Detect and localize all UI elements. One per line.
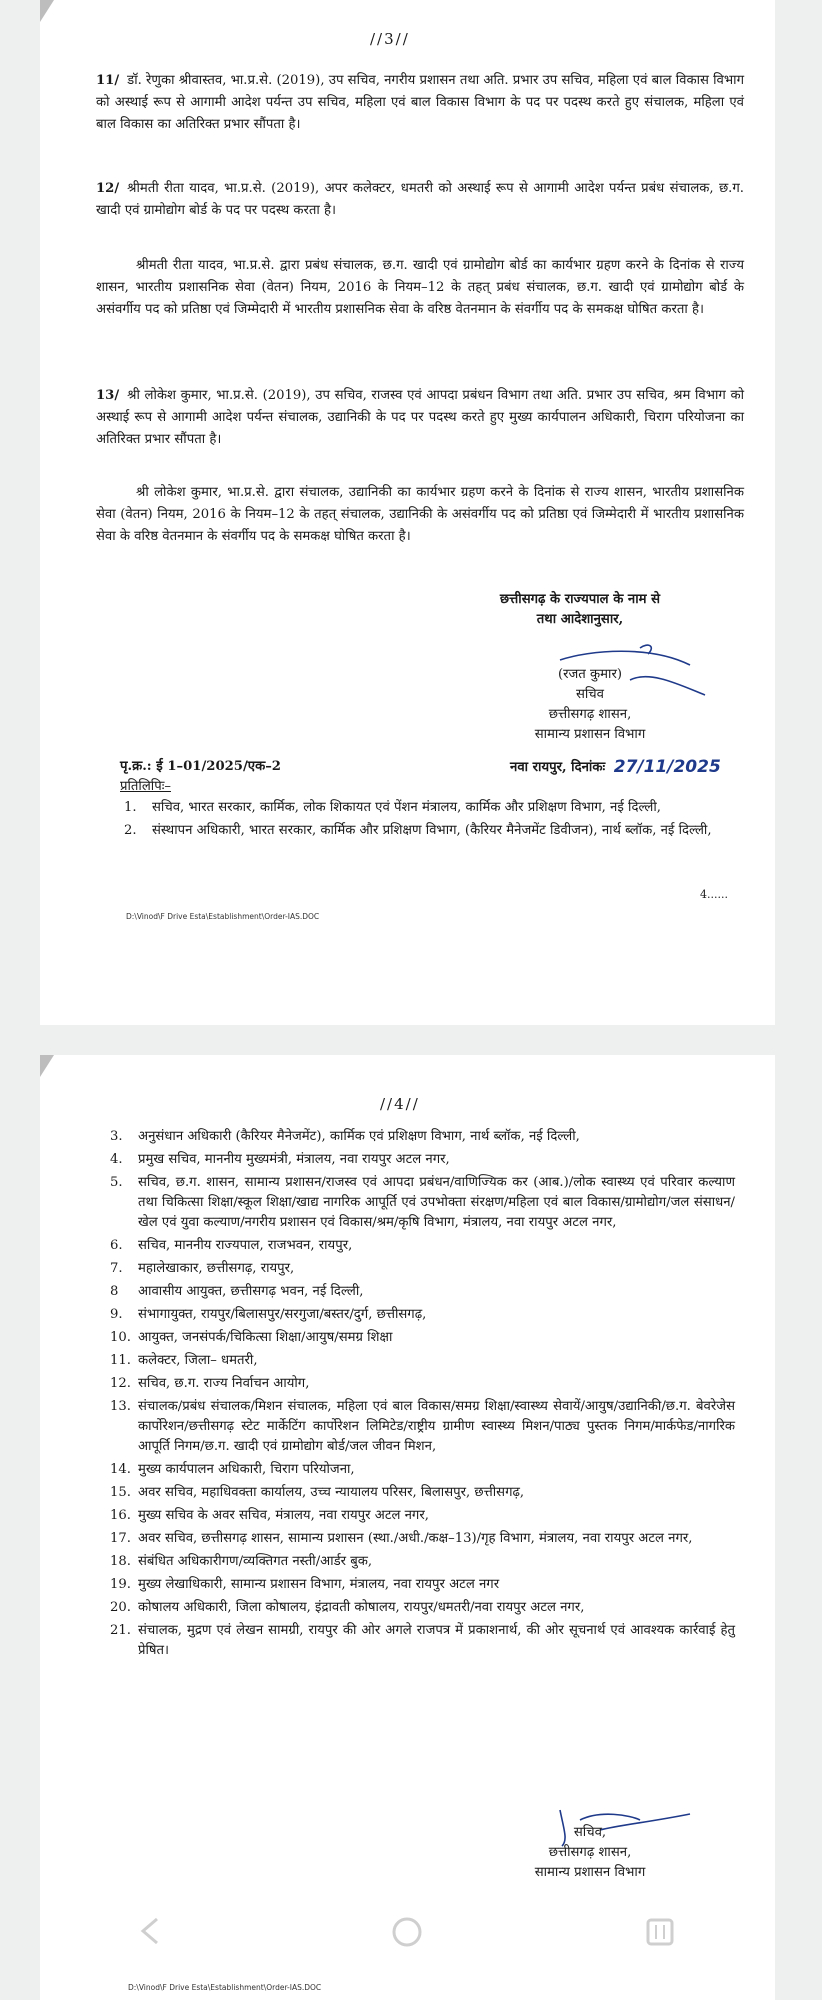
- copy-item-text: सचिव, छ.ग. शासन, सामान्य प्रशासन/राजस्व एवं आपदा प्रबंधन/वाणिज्यिक कर (आब.)/लोक स्वास्थ्य एवं परिवार कल्याण तथा चिकित्सा शिक्षा/स्कूल शिक्षा/खाद्य नागरिक आपूर्ति एवं उपभोक्ता संरक्षण/महिला एवं बाल विकास/ग्रामोद्योग/जल संसाधन/खेल एवं युवा कल्याण/नगरीय प्रशासन एवं विकास/श्रम/कृषि विभाग, मंत्रालय, नवा रायपुर अटल नगर,: [138, 1175, 735, 1230]
- copy-list-item: [110, 1127, 735, 1147]
- copy-item-number: 9.: [110, 1307, 123, 1322]
- page-corner-fold: [40, 1055, 54, 1077]
- paragraph-number: 11/: [96, 73, 120, 88]
- page-corner-fold: [40, 0, 54, 22]
- copy-item-number: 11.: [110, 1353, 131, 1368]
- page-number: //3//: [370, 30, 410, 48]
- copy-item-number: 2.: [124, 823, 137, 838]
- document-page-4: [40, 1055, 775, 2000]
- order-authority: [460, 590, 700, 630]
- copy-list-item: [110, 1575, 735, 1595]
- copy-item-text: प्रमुख सचिव, माननीय मुख्यमंत्री, मंत्रालय, नवा रायपुर अटल नगर,: [138, 1152, 450, 1167]
- place-date-label: नवा रायपुर, दिनांकः: [510, 760, 606, 775]
- paragraph-text: श्री लोकेश कुमार, भा.प्र.से. (2019), उप सचिव, राजस्व एवं आपदा प्रबंधन विभाग तथा अति. प्रभार उप सचिव, श्रम विभाग को अस्थाई रूप से आगामी आदेश पर्यन्त संचालक, उद्यानिकी के पद पर पदस्थ करते हुए मुख्य कार्यपालन अधिकारी, चिराग परियोजना का अतिरिक्त प्रभार सौंपता है।: [96, 388, 744, 447]
- signatory-dept-1: छत्तीसगढ़ शासन,: [548, 1845, 632, 1860]
- copy-list: [110, 1127, 735, 1664]
- paragraph-number: 13/: [96, 388, 120, 403]
- copy-item-number: 6.: [110, 1238, 123, 1253]
- document-page-3: [40, 0, 775, 1025]
- paragraph-13: [96, 385, 744, 451]
- copy-list-item: [110, 1305, 735, 1325]
- recent-apps-nav-icon[interactable]: [645, 1917, 675, 1947]
- copy-item-text: संस्थापन अधिकारी, भारत सरकार, कार्मिक और प्रशिक्षण विभाग, (कैरियर मैनेजमेंट डिवीजन), नार्थ ब्लॉक, नई दिल्ली,: [152, 823, 712, 838]
- file-path-footer: D:\Vinod\F Drive Esta\Establishment\Order-IAS.DOC: [126, 912, 320, 921]
- paragraph-12: [96, 178, 744, 222]
- signatory-title: सचिव,: [573, 1825, 607, 1840]
- copy-item-text: संचालक, मुद्रण एवं लेखन सामग्री, रायपुर की ओर अगले राजपत्र में प्रकाशनार्थ, की ओर सूचनार्थ एवं आवश्यक कार्रवाई हेतु प्रेषित।: [138, 1623, 735, 1658]
- order-line-1: छत्तीसगढ़ के राज्यपाल के नाम से: [499, 592, 661, 607]
- copy-item-number: 7.: [110, 1261, 123, 1276]
- copy-item-text: अनुसंधान अधिकारी (कैरियर मैनेजमेंट), कार्मिक एवं प्रशिक्षण विभाग, नार्थ ब्लॉक, नई दिल्ली,: [138, 1129, 580, 1144]
- signatory-dept-2: सामान्य प्रशासन विभाग: [534, 727, 646, 742]
- copy-item-number: 10.: [110, 1330, 131, 1345]
- paragraph-12-declaration: श्रीमती रीता यादव, भा.प्र.से. द्वारा प्रबंध संचालक, छ.ग. खादी एवं ग्रामोद्योग बोर्ड का कार्यभार ग्रहण करने के दिनांक से राज्य शासन, भारतीय प्रशासनिक सेवा (वेतन) नियम, 2016 के नियम–12 के तहत् प्रबंध संचालक, छ.ग. खादी एवं ग्रामोद्योग बोर्ड के असंवर्गीय पद को प्रतिष्ठा एवं जिम्मेदारी में भारतीय प्रशासनिक सेवा के वरिष्ठ वेतनमान के संवर्गीय पद के समकक्ष घोषित करता है।: [96, 258, 744, 317]
- signatory-name: (रजत कुमार): [557, 667, 622, 682]
- copy-item-number: 16.: [110, 1508, 131, 1523]
- copy-list-item: [110, 1552, 735, 1572]
- copy-list-item: [110, 1328, 735, 1348]
- page-number: //4//: [380, 1095, 420, 1113]
- copy-list: [124, 798, 734, 844]
- back-nav-icon[interactable]: [137, 1915, 163, 1947]
- signatory-title: सचिव: [575, 687, 605, 702]
- copy-list-item: [110, 1483, 735, 1503]
- handwritten-date: 27/11/2025: [613, 757, 721, 777]
- copy-label: प्रतिलिपिः–: [120, 779, 171, 794]
- copy-item-number: 3.: [110, 1129, 123, 1144]
- copy-item-text: अवर सचिव, छत्तीसगढ़ शासन, सामान्य प्रशासन (स्था./अधी./कक्ष–13)/गृह विभाग, मंत्रालय, नवा रायपुर अटल नगर,: [138, 1531, 693, 1546]
- continuation-marker: 4......: [700, 888, 728, 901]
- copy-list-item: [124, 821, 734, 841]
- copy-item-text: आयुक्त, जनसंपर्क/चिकित्सा शिक्षा/आयुष/समग्र शिक्षा: [138, 1330, 393, 1345]
- copy-item-number: 13.: [110, 1399, 131, 1414]
- paragraph-text: श्रीमती रीता यादव, भा.प्र.से. (2019), अपर कलेक्टर, धमतरी को अस्थाई रूप से आगामी आदेश पर्यन्त प्रबंध संचालक, छ.ग. खादी एवं ग्रामोद्योग बोर्ड के पद पर पदस्थ करता है।: [96, 181, 744, 218]
- copy-item-text: सचिव, माननीय राज्यपाल, राजभवन, रायपुर,: [138, 1238, 353, 1253]
- copy-item-text: मुख्य कार्यपालन अधिकारी, चिराग परियोजना,: [138, 1462, 355, 1477]
- copy-item-number: 12.: [110, 1376, 131, 1391]
- paragraph-text: डॉ. रेणुका श्रीवास्तव, भा.प्र.से. (2019), उप सचिव, नगरीय प्रशासन तथा अति. प्रभार उप सचिव, महिला एवं बाल विकास विभाग को अस्थाई रूप से आगामी आदेश पर्यन्त उप सचिव, महिला एवं बाल विकास विभाग के पद पर पदस्थ करते हुए संचालक, महिला एवं बाल विकास का अतिरिक्त प्रभार सौंपता है।: [96, 73, 744, 132]
- signature-block: [480, 665, 700, 745]
- copy-item-text: सचिव, भारत सरकार, कार्मिक, लोक शिकायत एवं पेंशन मंत्रालय, कार्मिक और प्रशिक्षण विभाग, नई दिल्ली,: [152, 800, 661, 815]
- copy-list-item: [124, 798, 734, 818]
- signatory-dept-1: छत्तीसगढ़ शासन,: [548, 707, 632, 722]
- copy-list-item: [110, 1397, 735, 1457]
- copy-item-number: 20.: [110, 1600, 131, 1615]
- copy-list-item: [110, 1460, 735, 1480]
- copy-list-item: [110, 1150, 735, 1170]
- copy-item-text: कोषालय अधिकारी, जिला कोषालय, इंद्रावती कोषालय, रायपुर/धमतरी/नवा रायपुर अटल नगर,: [138, 1600, 585, 1615]
- signatory-dept-2: सामान्य प्रशासन विभाग: [534, 1865, 646, 1880]
- copy-item-text: मुख्य सचिव के अवर सचिव, मंत्रालय, नवा रायपुर अटल नगर,: [138, 1508, 429, 1523]
- signature-block: [480, 1823, 700, 1883]
- copy-list-item: [110, 1374, 735, 1394]
- home-nav-icon[interactable]: [390, 1915, 424, 1949]
- copy-item-text: अवर सचिव, महाधिवक्ता कार्यालय, उच्च न्यायालय परिसर, बिलासपुर, छत्तीसगढ़,: [138, 1485, 525, 1500]
- copy-item-number: 5.: [110, 1175, 123, 1190]
- reference-number: पृ.क्र.: ई 1–01/2025/एक–2: [120, 759, 281, 774]
- copy-item-text: संभागायुक्त, रायपुर/बिलासपुर/सरगुजा/बस्तर/दुर्ग, छत्तीसगढ़,: [138, 1307, 427, 1322]
- copy-item-number: 14.: [110, 1462, 131, 1477]
- copy-item-number: 17.: [110, 1531, 131, 1546]
- copy-item-text: संबंधित अधिकारीगण/व्यक्तिगत नस्ती/आर्डर बुक,: [138, 1554, 373, 1569]
- copy-item-text: सचिव, छ.ग. राज्य निर्वाचन आयोग,: [138, 1376, 310, 1391]
- copy-list-item: [110, 1259, 735, 1279]
- copy-item-number: 19.: [110, 1577, 131, 1592]
- copy-item-text: संचालक/प्रबंध संचालक/मिशन संचालक, महिला एवं बाल विकास/समग्र शिक्षा/स्वास्थ्य सेवायें/आयुष/उद्यानिकी/छ.ग. बेवरेजेस कार्पोरेशन/छत्तीसगढ़ स्टेट मार्केटिंग कार्पोरेशन लिमिटेड/राष्ट्रीय ग्रामीण स्वास्थ्य मिशन/पाठ्य पुस्तक निगम/मार्कफेड/नागरिक आपूर्ति निगम/छ.ग. खादी एवं ग्रामोद्योग बोर्ड/जल जीवन मिशन,: [138, 1399, 735, 1454]
- order-line-2: तथा आदेशानुसार,: [536, 612, 624, 627]
- paragraph-13-declaration: श्री लोकेश कुमार, भा.प्र.से. द्वारा संचालक, उद्यानिकी का कार्यभार ग्रहण करने के दिनांक से राज्य शासन, भारतीय प्रशासनिक सेवा (वेतन) नियम, 2016 के नियम–12 के तहत् संचालक, उद्यानिकी के असंवर्गीय पद को प्रतिष्ठा एवं जिम्मेदारी में भारतीय प्रशासनिक सेवा के वरिष्ठ वेतनमान के संवर्गीय पद के समकक्ष घोषित करता है।: [96, 485, 744, 544]
- copy-item-text: कलेक्टर, जिला– धमतरी,: [138, 1353, 258, 1368]
- copy-item-text: महालेखाकार, छत्तीसगढ़, रायपुर,: [138, 1261, 295, 1276]
- copy-item-number: 1.: [124, 800, 137, 815]
- copy-list-item: [110, 1598, 735, 1618]
- copy-item-text: आवासीय आयुक्त, छत्तीसगढ़ भवन, नई दिल्ली,: [138, 1284, 364, 1299]
- place-date: [510, 756, 721, 777]
- copy-list-item: [110, 1529, 735, 1549]
- paragraph-11: [96, 70, 744, 136]
- copy-item-text: मुख्य लेखाधिकारी, सामान्य प्रशासन विभाग, मंत्रालय, नवा रायपुर अटल नगर: [138, 1577, 500, 1592]
- copy-item-number: 15.: [110, 1485, 131, 1500]
- copy-item-number: 21.: [110, 1623, 131, 1638]
- copy-list-item: [110, 1173, 735, 1233]
- paragraph-number: 12/: [96, 181, 120, 196]
- copy-list-item: [110, 1621, 735, 1661]
- copy-list-item: [110, 1506, 735, 1526]
- copy-item-number: 18.: [110, 1554, 131, 1569]
- file-path-footer: D:\Vinod\F Drive Esta\Establishment\Order-IAS.DOC: [128, 1983, 322, 1992]
- copy-list-item: [110, 1351, 735, 1371]
- copy-list-item: [110, 1236, 735, 1256]
- copy-item-number: 8: [110, 1284, 119, 1299]
- copy-list-item: [110, 1282, 735, 1302]
- copy-item-number: 4.: [110, 1152, 123, 1167]
